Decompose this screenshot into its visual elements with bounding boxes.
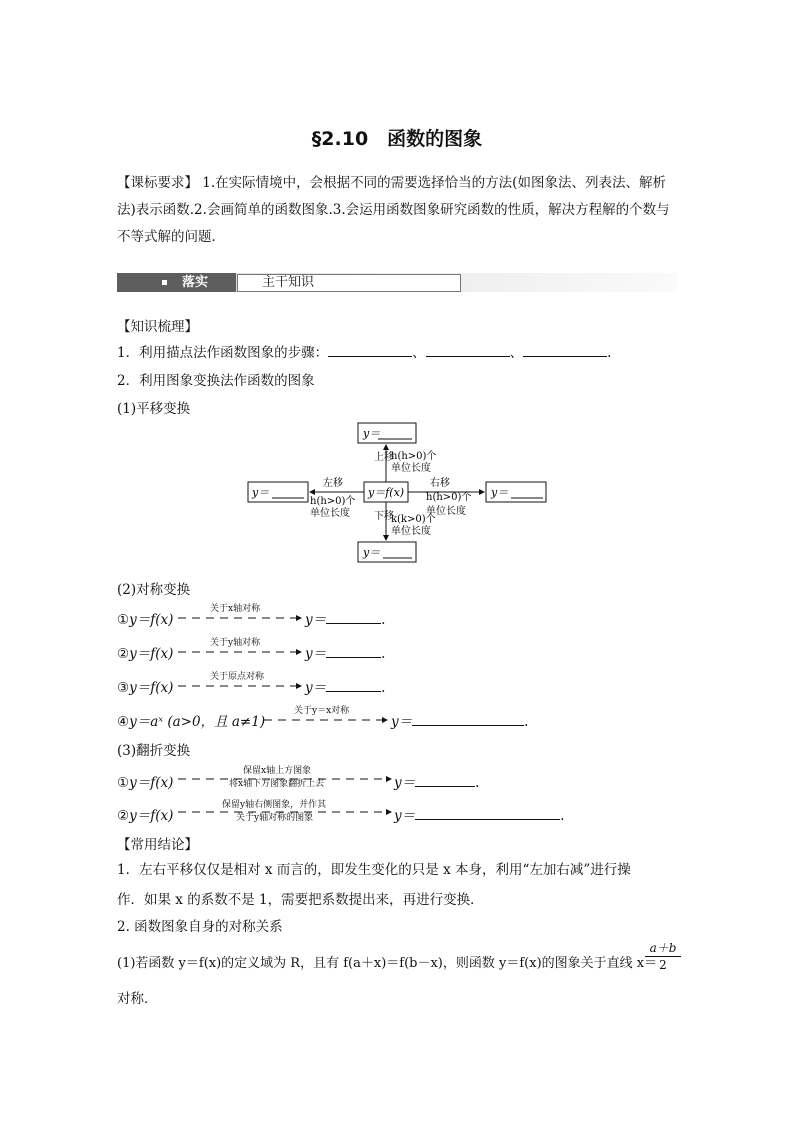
flip-row-1: ①y＝f(x) [117,775,174,791]
blank-step-2[interactable] [426,342,510,357]
dashed-arrow-3 [176,681,304,691]
down-desc-2: 单位长度 [391,526,431,537]
box-left-label: y＝ [252,486,270,499]
dashed-arrow-flip-2 [176,807,394,817]
conclusion-2-sub-1-end: 对称． [117,991,158,1007]
blank-sym-1[interactable] [326,609,381,624]
section-banner [117,273,677,292]
up-desc-1: h(h>0)个 [391,451,437,462]
flip-arrow-label-1a: 保留x轴上方图象 [243,766,312,776]
box-center-label: y＝f(x) [368,486,405,499]
symmetry-result-2: y＝ . [305,642,385,662]
symmetry-arrow-label-2: 关于y轴对称 [210,638,261,648]
knowledge-item-1: 1．利用描点法作函数图象的步骤： 、 、 . [117,341,611,361]
right-move-text: 右移 [430,478,450,489]
page-title: §2.10 函数的图象 [311,128,483,150]
box-down-label: y＝ [363,546,381,559]
banner-dark-tab: 落实 [117,273,236,292]
curriculum-requirement [117,170,679,251]
flip-result-1: y＝ . [394,771,479,791]
sub-symmetry: (2)对称变换 [117,582,191,598]
dashed-arrow-4 [262,715,390,725]
flip-arrow-label-1b: 将x轴下方图象翻折上去 [229,779,325,789]
conclusion-2-sub-1: (1)若函数 y＝f(x)的定义域为 R，且有 f(a＋x)＝f(b－x)，则函数 y＝f(x)的图象关于直线 x＝ [117,956,658,971]
flip-arrow-label-2b: 关于y轴对称的图象 [236,813,314,823]
flip-arrow-label-2a: 保留y轴右侧图象，并作其 [222,800,327,810]
requirement-line-1: 【课标要求】 1.在实际情境中，会根据不同的需要选择恰当的方法(如图象法、列表法、解析 [117,175,666,191]
symmetry-arrow-label-4: 关于y＝x对称 [294,706,350,716]
left-desc-1: h(h>0)个 [310,496,356,507]
symmetry-arrow-label-3: 关于原点对称 [210,672,265,682]
requirement-label: 【课标要求】 [117,175,198,191]
conclusion-1: 1．左右平移仅仅是相对 x 而言的，即发生变化的只是 x 本身，利用“左加右减”进行操 作．如果 x 的系数不是 1，需要把系数提出来，再进行变换． [117,862,631,908]
symmetry-result-4: y＝ . [391,710,528,730]
dashed-arrow-2 [176,647,304,657]
left-desc-2: 单位长度 [310,508,350,519]
conclusion-2: 2. 函数图象自身的对称关系 [117,919,283,935]
symmetry-result-3: y＝ . [305,676,385,696]
fraction-numerator: a＋b [645,940,681,957]
requirement-line-2: 法)表示函数.2.会画简单的函数图象.3.会运用函数图象研究函数的性质，解决方程解的个数与 [117,202,670,218]
symmetry-row-3: ③y＝f(x) [117,680,174,696]
flip-result-2: y＝ . [394,804,564,824]
up-desc-2: 单位长度 [391,463,431,474]
conclusions-heading: 【常用结论】 [117,837,198,853]
symmetry-row-2: ②y＝f(x) [117,646,174,662]
square-bullet-icon [162,280,167,285]
requirement-line-3: 不等式解的问题． [117,229,225,245]
box-right-label: y＝ [491,486,509,499]
left-move-text: 左移 [323,478,343,489]
dashed-arrow-flip-1 [176,774,394,784]
down-desc-1: k(k>0)个 [391,514,436,525]
fraction [645,940,681,973]
blank-sym-2[interactable] [326,643,381,658]
up-move-text: 上移 [374,452,394,463]
knowledge-heading: 【知识梳理】 [117,319,198,335]
blank-sym-4[interactable] [412,711,524,726]
blank-sym-3[interactable] [326,677,381,692]
blank-flip-1[interactable] [415,772,475,787]
flip-row-2: ②y＝f(x) [117,808,174,824]
symmetry-row-4: ④y＝aˣ (a>0，且 a≠1) [117,714,266,730]
symmetry-result-1: y＝ . [305,608,385,628]
blank-step-1[interactable] [328,342,412,357]
box-up-label: y＝ [363,427,381,440]
right-desc-1: h(h>0)个 [426,492,472,503]
banner-light-tab: 主干知识 [237,274,461,292]
blank-step-3[interactable] [523,342,607,357]
right-desc-2: 单位长度 [426,506,466,517]
fraction-denominator: 2 [659,958,667,972]
sub-flip: (3)翻折变换 [117,743,191,759]
blank-flip-2[interactable] [415,805,560,820]
knowledge-item-2: 2．利用图象变换法作函数的图象 [117,373,315,389]
translation-diagram [240,418,552,568]
dashed-arrow-1 [176,613,304,623]
symmetry-row-1: ①y＝f(x) [117,612,174,628]
symmetry-arrow-label-1: 关于x轴对称 [210,604,261,614]
down-move-text: 下移 [374,511,394,522]
sub-translation: (1)平移变换 [117,401,191,417]
